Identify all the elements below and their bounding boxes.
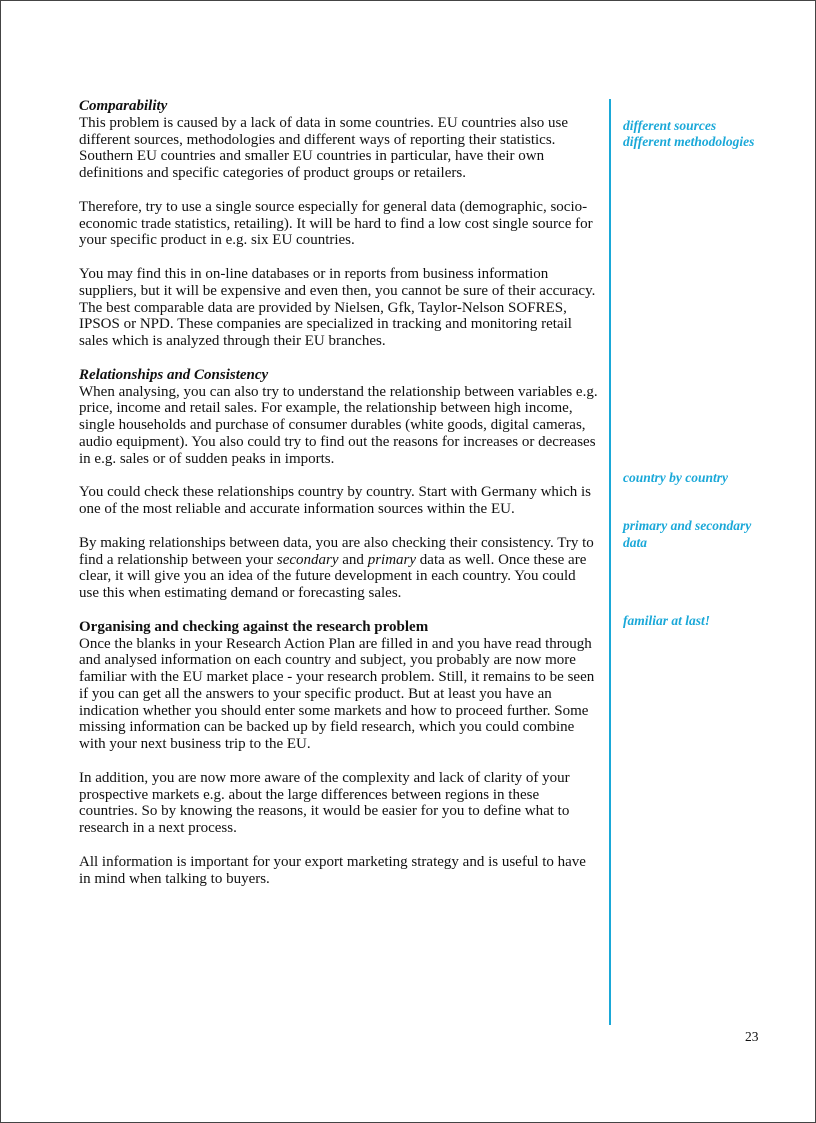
paragraph: When analysing, you can also try to understand the relationship between variables e.g. price, income and retail sales. For example, the relationship between high income, single households and purchase of consumer durables (white goods, digital cameras, audio equipment). You also could try to find out the reasons for increases or decreases in e.g. sales or of sudden peaks in imports. bbox=[79, 383, 598, 467]
paragraph: You may find this in on-line databases or in reports from business information suppliers, but it will be expensive and even then, you cannot be sure of their accuracy. The best comparable data are provided by Nielsen, Gfk, Taylor-Nelson SOFRES, IPSOS or NPD. These companies are specialized in tracking and monitoring retail sales which is analyzed through their EU branches. bbox=[79, 265, 596, 350]
side-note-primary-secondary: primary and secondary data bbox=[623, 518, 752, 550]
side-note-familiar: familiar at last! bbox=[623, 613, 711, 628]
text-run: and bbox=[338, 551, 368, 568]
paragraph: All information is important for your export marketing strategy and is useful to have in mind when talking to buyers. bbox=[79, 853, 586, 887]
paragraph: Once the blanks in your Research Action Plan are filled in and you have read through and analysed information on each country and subject, you probably are now more familiar with the EU market place - your research problem. Still, it remains to be seen if you can get all the answers to your specific product. But at least you have an indication whether you should enter some markets and how to proceed further. Some missing information can be backed up by field research, which you could combine with your next business trip to the EU. bbox=[79, 635, 595, 753]
paragraph: You could check these relationships country by country. Start with Germany which is one of the most reliable and accurate information sources within the EU. bbox=[79, 484, 591, 518]
emphasis-primary: primary bbox=[367, 551, 417, 568]
text-run: By making relationships between data, you are also checking their consistency. Try to find a relationship between your bbox=[79, 534, 594, 568]
text-run: data as well. Once these are clear, it will give you an idea of the future development in each country. You could use this when estimating demand or forecasting sales. bbox=[79, 551, 587, 602]
emphasis-secondary: secondary bbox=[276, 551, 339, 568]
heading-comparability: Comparability bbox=[79, 98, 168, 114]
paragraph: Therefore, try to use a single source especially for general data (demographic, socio-economic trade statistics, retailing). It will be hard to find a low cost single source for your specific product in e.g. six EU countries. bbox=[79, 198, 593, 249]
sidebar-divider bbox=[609, 99, 611, 1025]
main-text-column bbox=[79, 98, 599, 904]
page-number: 23 bbox=[745, 1029, 759, 1044]
side-note-country: country by country bbox=[623, 470, 729, 485]
side-note-methodologies: different methodologies bbox=[623, 134, 755, 149]
paragraph-consistency bbox=[79, 535, 599, 602]
side-note-sources: different sources bbox=[623, 118, 717, 133]
heading-organising: Organising and checking against the research problem bbox=[79, 618, 429, 635]
heading-relationships: Relationships and Consistency bbox=[79, 366, 269, 383]
paragraph: In addition, you are now more aware of the complexity and lack of clarity of your prospective markets e.g. about the large differences between regions in these countries. So by knowing the reasons, it would be easier for you to define what to research in a next process. bbox=[79, 769, 570, 837]
paragraph: This problem is caused by a lack of data in some countries. EU countries also use different sources, methodologies and different ways of reporting their statistics. Southern EU countries and smaller EU countries in particular, have their own definitions and specific categories of product groups or retailers. bbox=[79, 114, 569, 182]
